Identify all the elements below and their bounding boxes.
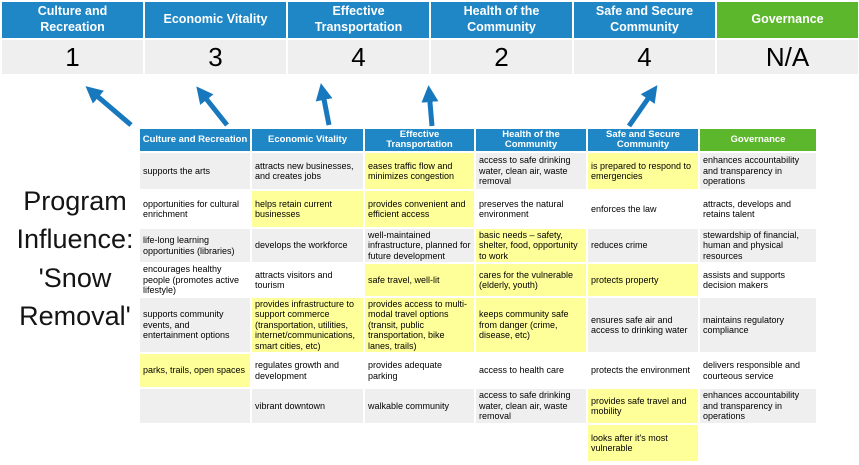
matrix-cell-r5c2: provides infrastructure to support commerce (transportation, utilities, internet/communications, smart cities, etc)	[252, 298, 363, 352]
matrix-cell-r4c4: cares for the vulnerable (elderly, youth)	[476, 264, 586, 296]
matrix-cell-r3c5: reduces crime	[588, 229, 698, 262]
up-arrow-icon-5	[629, 90, 654, 126]
summary-header-health-community: Health of the Community	[431, 2, 572, 38]
summary-header-economic-vitality: Economic Vitality	[145, 2, 286, 38]
matrix-cell-r4c5: protects property	[588, 264, 698, 296]
matrix-cell-r1c2: attracts new businesses, and creates jobs	[252, 153, 363, 189]
matrix-cell-r8c2	[252, 425, 363, 461]
summary-header-governance: Governance	[717, 2, 858, 38]
matrix-cell-r7c5: provides safe travel and mobility	[588, 389, 698, 423]
matrix-cell-r2c6: attracts, develops and retains talent	[703, 198, 792, 219]
matrix-cell-r2c1: opportunities for cultural enrichment	[143, 198, 240, 219]
summary-header-culture-recreation: Culture and Recreation	[2, 2, 143, 38]
matrix-cell-r3c1: life-long learning opportunities (libraries)	[140, 229, 250, 262]
matrix-cell-r4c2: attracts visitors and tourism	[255, 269, 333, 290]
summary-header-safe-secure-community: Safe and Secure Community	[574, 2, 715, 38]
matrix-header-safe-and-secure-community: Safe and Secure Community	[588, 129, 698, 151]
influence-matrix	[140, 129, 816, 461]
matrix-header-economic-vitality: Economic Vitality	[252, 129, 363, 151]
matrix-cell-r6c1: parks, trails, open spaces	[140, 354, 250, 387]
matrix-cell-r8c3	[365, 425, 474, 461]
score-culture-recreation: 1	[2, 40, 143, 74]
score-summary	[2, 2, 858, 74]
matrix-cell-r3c6: stewardship of financial, human and physical resources	[700, 229, 816, 262]
matrix-cell-r5c1: supports community events, and entertainment options	[140, 298, 250, 352]
matrix-header-effective-transportation: Effective Transportation	[365, 129, 474, 151]
page-title-line: 'Snow	[38, 262, 112, 293]
matrix-cell-r6c6: delivers responsible and courteous service	[703, 360, 801, 381]
matrix-cell-r5c3: provides access to multi-modal travel options (transit, public transportation, bike lanes, trails)	[365, 298, 474, 352]
matrix-header-health-of-the-community: Health of the Community	[476, 129, 586, 151]
matrix-cell-r1c4: access to safe drinking water, clean air, waste removal	[476, 153, 586, 189]
matrix-cell-r8c6	[700, 425, 816, 461]
matrix-cell-r5c6: maintains regulatory compliance	[700, 298, 816, 352]
matrix-cell-r7c3: walkable community	[365, 389, 474, 423]
up-arrow-icon-3	[322, 89, 329, 125]
matrix-cell-r1c5: is prepared to respond to emergencies	[588, 153, 698, 189]
score-effective-transportation: 4	[288, 40, 429, 74]
up-arrow-icon-1	[90, 90, 131, 125]
matrix-cell-r3c4: basic needs – safety, shelter, food, opportunity to work	[476, 229, 586, 262]
matrix-header-governance: Governance	[700, 129, 816, 151]
score-economic-vitality: 3	[145, 40, 286, 74]
matrix-cell-r2c4: preserves the natural environment	[479, 198, 564, 219]
page-title-line: Program	[23, 186, 127, 216]
summary-header-effective-transportation: Effective Transportation	[288, 2, 429, 38]
score-safe-secure-community: 4	[574, 40, 715, 74]
matrix-cell-r5c4: keeps community safe from danger (crime, disease, etc)	[476, 298, 586, 352]
matrix-cell-r6c3: provides adequate parking	[368, 360, 443, 381]
matrix-cell-r3c2: develops the workforce	[252, 229, 363, 262]
matrix-cell-r2c3: provides convenient and efficient access	[365, 191, 474, 227]
matrix-cell-r7c2: vibrant downtown	[252, 389, 363, 423]
matrix-cell-r6c2: regulates growth and development	[255, 360, 340, 381]
matrix-cell-r4c1: encourages healthy people (promotes active lifestyle)	[143, 264, 240, 296]
matrix-cell-r4c6: assists and supports decision makers	[703, 269, 786, 290]
up-arrow-icon-2	[200, 91, 227, 125]
matrix-cell-r8c5: looks after it's most vulnerable	[588, 425, 698, 461]
matrix-cell-r1c1: supports the arts	[140, 153, 250, 189]
matrix-cell-r4c3: safe travel, well-lit	[365, 264, 474, 296]
score-arrows	[0, 76, 859, 134]
matrix-cell-r6c4: access to health care	[479, 365, 565, 376]
page-title-line: Influence:	[16, 224, 134, 255]
page-title	[0, 182, 150, 335]
score-governance: N/A	[717, 40, 858, 74]
up-arrow-icon-4	[429, 91, 432, 126]
matrix-cell-r1c6: enhances accountability and transparency in operations	[700, 153, 816, 189]
matrix-cell-r7c4: access to safe drinking water, clean air, waste removal	[476, 389, 586, 423]
page-title-line: Removal'	[19, 300, 131, 331]
matrix-header-culture-and-recreation: Culture and Recreation	[140, 129, 250, 151]
matrix-cell-r2c5: enforces the law	[591, 203, 657, 214]
matrix-cell-r8c4	[476, 425, 586, 461]
matrix-cell-r2c2: helps retain current businesses	[252, 191, 363, 227]
matrix-cell-r6c5: protects the environment	[591, 365, 691, 376]
matrix-cell-r8c1	[140, 425, 250, 461]
matrix-cell-r1c3: eases traffic flow and minimizes congestion	[365, 153, 474, 189]
score-health-community: 2	[431, 40, 572, 74]
matrix-cell-r5c5: ensures safe air and access to drinking water	[588, 298, 698, 352]
matrix-cell-r7c6: enhances accountability and transparency in operations	[700, 389, 816, 423]
matrix-cell-r3c3: well-maintained infrastructure, planned for future development	[365, 229, 474, 262]
matrix-cell-r7c1	[140, 389, 250, 423]
